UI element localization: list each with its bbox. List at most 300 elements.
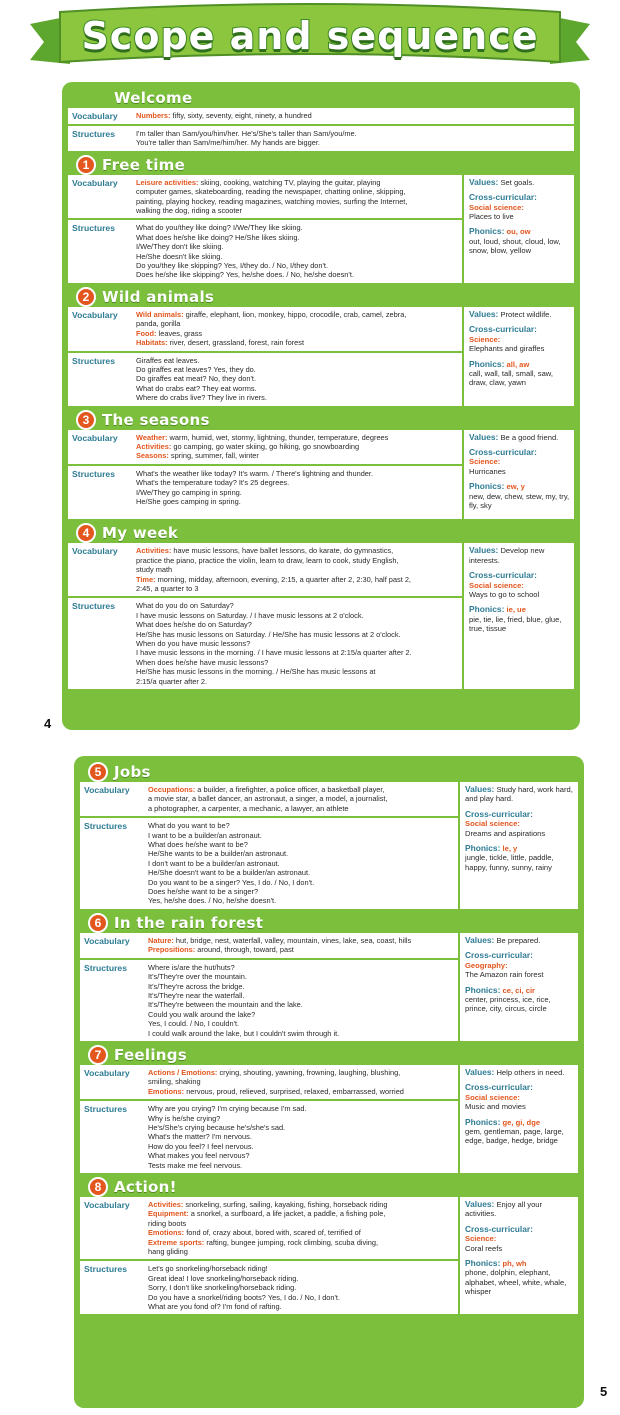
vocab-key: Numbers: [136,111,171,120]
structures-label: Structures [84,1264,127,1275]
structures-content [136,601,458,686]
structure-line: What's the matter? I'm nervous. [148,1132,252,1142]
vocab-text: practice the piano, practice the violin, learn to draw, learn to cook, study English, [136,555,399,565]
unit-title: Free time [102,155,186,174]
vocab-text: nervous, proud, relieved, surprised, relaxed, embarrassed, worried [184,1086,404,1096]
structures-row [68,124,574,151]
vocabulary-content [136,178,458,216]
vocabulary-label: Vocabulary [72,177,118,188]
structure-line: He/She goes camping in spring. [136,496,241,506]
values-text: Be prepared. [496,935,541,945]
page-number-left: 4 [44,716,52,731]
structures-content [136,469,458,507]
phonics-label: Phonics: [465,1116,501,1127]
units-list-right [80,762,578,1314]
phonics-words: pie, tie, lie, fried, blue, glue, true, tissue [469,614,562,634]
values-column [458,782,578,909]
cross-curricular-block [465,951,574,979]
structure-line: I want to be a builder/an astronaut. [148,830,262,840]
vocab-line [148,1219,454,1228]
structure-line: Does he/she like skipping? Yes, he/she does. / No, he/she doesn't. [136,270,354,280]
structure-line: Giraffes eat leaves. [136,355,200,365]
structures-content [136,356,458,403]
vocabulary-label: Vocabulary [72,546,118,557]
vocab-text: walking the dog, riding a scooter [136,206,242,216]
vocab-line [148,785,454,794]
vocab-text: fond of, crazy about, bored with, scared of, terrified of [184,1228,361,1238]
phonics-words: jungle, tickle, little, paddle, happy, funny, sunny, rainy [465,853,554,872]
phonics-block [469,360,570,388]
unit-2 [68,287,574,406]
vocabulary-label: Vocabulary [84,1067,130,1078]
unit-body [68,430,574,520]
cross-topic: Places to live [469,212,514,222]
unit-title: Jobs [114,763,151,781]
vocabulary-row [68,430,462,464]
unit-number-badge: 5 [88,762,108,782]
structure-line: Do giraffes eat leaves? Yes, they do. [136,364,256,374]
cross-curricular-block [469,325,570,353]
structure-line: What does he/she want to be? [148,840,248,850]
unit-body [68,307,574,406]
vocab-line [136,584,458,593]
vocab-line [148,1200,454,1209]
vocab-line [136,310,458,319]
structure-line: Sorry, I don't like snorkeling/horseback riding. [148,1283,297,1293]
vocab-key: Leisure activities: [136,177,199,187]
vocab-text: crying, shouting, yawning, frowning, laughing, blushing, [217,1067,401,1077]
values-text: Study hard, work hard, and play hard. [465,785,573,804]
vocabulary-row [68,543,462,596]
cross-curricular-block [465,1083,574,1111]
structure-line: He/She wants to be a builder/an astronaut. [148,849,289,859]
structures-row [68,596,462,689]
cross-subject: Geography: [465,960,508,970]
structure-line: What's the temperature today? It's 25 degrees. [136,478,290,488]
vocab-line [148,936,454,945]
structure-line: What does he/she like doing? He/She likes skiing. [136,232,300,242]
values-block [469,178,570,187]
cross-curricular-label: Cross-curricular: [469,570,537,581]
unit-4 [68,523,574,689]
structure-line: Do giraffes eat meat? No, they don't. [136,374,257,384]
unit-1 [68,155,574,283]
vocabulary-content [136,433,458,461]
phonics-block [469,227,570,255]
unit-body [68,543,574,689]
vocab-line [148,1209,454,1218]
unit-8 [80,1177,578,1314]
vocab-line [148,1068,454,1077]
scope-panel-page4 [62,82,580,730]
structure-line: What's the weather like today? It's warm. / There's lightning and thunder. [136,468,374,478]
vocabulary-label: Vocabulary [84,935,130,946]
phonics-sounds: ph, wh [502,1259,527,1269]
unit-header [68,287,574,307]
values-text: Develop new interests. [469,546,545,565]
phonics-words: new, dew, chew, stew, my, try, fly, sky [469,491,570,510]
vocab-text: giraffe, elephant, lion, monkey, hippo, crocodile, crab, camel, zebra, [183,309,407,319]
vocab-line [136,451,458,460]
values-column [458,1065,578,1173]
structure-line: Let's go snorkeling/horseback riding! [148,1264,268,1274]
vocabulary-row [68,108,574,124]
structures-label: Structures [84,962,127,973]
structure-line: Do you want to be a singer? Yes, I do. / No, I don't. [148,877,315,887]
unit-number-badge: 3 [76,410,96,430]
vocab-key: Nature: [148,935,174,945]
cross-curricular-block [465,1225,574,1253]
scope-panel-page5 [74,756,584,1408]
vocab-key: Extreme sports: [148,1237,205,1247]
phonics-words: phone, dolphin, elephant, alphabet, wheel, white, whale, whisper [465,1268,567,1297]
structures-row [68,464,462,510]
structure-line: What does he/she do on Saturday? [136,620,252,630]
unit-7 [80,1045,578,1173]
structure-line: Tests make me feel nervous. [148,1160,243,1170]
structures-content [148,821,454,906]
unit-title: Wild animals [102,287,215,306]
vocab-text: fifty, sixty, seventy, eight, ninety, a hundred [170,111,312,120]
vocab-key: Activities: [136,546,172,556]
cross-curricular-label: Cross-curricular: [469,192,537,203]
structure-line: Why are you crying? I'm crying because I'm sad. [148,1104,307,1114]
structure-line: I have music lessons in the morning. / I have music lessons at 2:15/a quarter after 2. [136,648,412,658]
cross-subject: Social science: [469,580,524,590]
structure-line: He's/She's crying because he's/she's sad. [148,1122,286,1132]
vocabulary-label: Vocabulary [84,785,130,795]
unit-number-badge: 4 [76,523,96,543]
values-label: Values: [465,1066,495,1077]
unit-title: In the rain forest [114,913,264,932]
vocabulary-content [148,1200,454,1256]
vocab-text: 2:45, a quarter to 3 [136,584,199,593]
cross-topic: Dreams and aspirations [465,828,546,838]
phonics-block [469,605,570,633]
phonics-label: Phonics: [465,984,501,995]
vocab-text: leaves, grass [156,328,203,338]
phonics-block [465,844,574,872]
phonics-label: Phonics: [469,481,505,492]
vocab-key: Occupations: [148,785,196,794]
structures-row [80,958,458,1041]
phonics-label: Phonics: [469,604,505,615]
values-label: Values: [465,1199,495,1209]
title-banner [30,2,590,72]
vocab-text: go camping, go water skiing, go hiking, go snowboarding [171,441,360,451]
vocabulary-label: Vocabulary [72,111,118,121]
structure-line: He/She has music lessons on Saturday. / He/She has music lessons at 2 o'clock. [136,629,401,639]
values-text: Be a good friend. [500,432,559,442]
structure-line: What makes you feel nervous? [148,1151,250,1161]
vocabulary-row [80,782,458,816]
structure-line: He/She has music lessons in the morning. / He/She has music lessons at [136,667,376,677]
values-label: Values: [465,784,495,794]
unit-header [68,155,574,175]
vocab-text: morning, midday, afternoon, evening, 2:15, a quarter after 2, 2:30, half past 2, [155,574,411,584]
unit-header [80,762,578,782]
structure-line: He/She doesn't want to be a builder/an astronaut. [148,868,311,878]
vocab-text: panda, gorilla [136,319,181,329]
phonics-sounds: ce, ci, cir [502,985,536,995]
structure-line: What do you want to be? [148,821,230,831]
vocab-text: snorkeling, surfing, sailing, kayaking, fishing, horseback riding [183,1200,388,1209]
values-label: Values: [465,934,495,945]
cross-topic: The Amazon rain forest [465,970,544,980]
cross-curricular-block [469,448,570,476]
structure-line: What do you/they like doing? I/We/They like skiing. [136,223,303,233]
cross-subject: Social science: [465,1092,520,1102]
vocab-text: riding boots [148,1218,187,1228]
structure-line: Could you walk around the lake? [148,1009,256,1019]
vocab-key: Seasons: [136,451,169,461]
structures-label: Structures [72,129,115,139]
values-column [458,933,578,1041]
unit-title: The seasons [102,410,210,429]
vocab-line [148,1228,454,1237]
units-list-left [68,155,574,689]
vocab-line [148,804,454,813]
unit-header [80,1045,578,1065]
page-title: Scope and sequence [81,14,539,58]
cross-curricular-label: Cross-curricular: [465,1223,533,1234]
phonics-sounds: le, y [502,844,518,854]
structure-line: I don't want to be a builder/an astronaut. [148,858,280,868]
vocabulary-content [136,546,458,593]
cross-curricular-label: Cross-curricular: [469,446,537,457]
structures-label: Structures [72,468,115,479]
vocabulary-label: Vocabulary [84,1200,130,1210]
structure-line: What are you fond of? I'm fond of rafting. [148,1302,282,1312]
structure-line: What do you do on Saturday? [136,601,234,611]
cross-topic: Music and movies [465,1102,526,1112]
values-block [465,785,574,804]
structure-line: Why is he/she crying? [148,1113,221,1123]
cross-curricular-block [469,571,570,599]
unit-6 [80,913,578,1041]
structures-row [68,218,462,282]
vocab-key: Time: [136,574,156,584]
unit-number-badge: 7 [88,1045,108,1065]
structures-row [80,1099,458,1173]
unit-body [68,108,574,151]
vocab-text: a builder, a firefighter, a police officer, a basketball player, [195,785,385,794]
cross-curricular-label: Cross-curricular: [465,950,533,961]
values-column [462,307,574,406]
vocabulary-label: Vocabulary [72,309,118,320]
unit-title: My week [102,524,179,543]
structure-line: Yes, I could. / No, I couldn't. [148,1019,240,1029]
structures-label: Structures [72,355,115,366]
vocabulary-row [68,175,462,219]
vocab-text: rafting, bungee jumping, rock climbing, scuba diving, [204,1237,379,1247]
unit-body [80,1065,578,1173]
structure-line: It's/They're over the mountain. [148,972,247,982]
vocab-text: hut, bridge, nest, waterfall, valley, mountain, vines, lake, sea, coast, hills [173,935,412,945]
vocab-text: study math [136,565,173,575]
cross-topic: Ways to go to school [469,590,540,599]
phonics-label: Phonics: [465,1258,501,1269]
values-block [469,546,570,565]
vocab-line [136,442,458,451]
structure-line: You're taller than Sam/me/him/her. My hands are bigger. [136,138,320,148]
unit-5 [80,762,578,909]
structure-line: Yes, he/she does. / No, he/she doesn't. [148,896,277,906]
cross-subject: Science: [465,1234,497,1244]
vocab-text: river, desert, grassland, forest, rain forest [167,338,304,348]
unit-title: Action! [114,1178,177,1196]
vocab-text: spring, summer, fall, winter [168,451,259,461]
structures-content [148,1104,454,1170]
vocab-line [136,546,458,555]
values-text: Help others in need. [496,1067,565,1077]
structure-line: It's/They're across the bridge. [148,981,245,991]
vocab-text: warm, humid, wet, stormy, lightning, thunder, temperature, degrees [167,432,389,442]
structure-line: How do you feel? I feel nervous. [148,1141,254,1151]
phonics-sounds: ie, ue [506,605,526,615]
cross-curricular-label: Cross-curricular: [465,1082,533,1093]
unit-title: Feelings [114,1045,188,1064]
unit-body [80,933,578,1041]
vocab-key: Emotions: [148,1086,185,1096]
structure-line: Where is/are the hut/huts? [148,962,235,972]
values-column [458,1197,578,1314]
vocab-key: Wild animals: [136,309,184,319]
vocab-line [136,575,458,584]
phonics-block [465,1259,574,1297]
structures-row [80,1259,458,1314]
phonics-block [465,986,574,1014]
vocab-text: a snorkel, a surfboard, a life jacket, a paddle, a fishing pole, [188,1209,386,1219]
cross-curricular-label: Cross-curricular: [465,808,533,819]
structure-line: Where do crabs live? They live in rivers. [136,393,267,403]
unit-3 [68,410,574,520]
structures-label: Structures [84,821,127,832]
cross-curricular-label: Cross-curricular: [469,324,537,335]
values-label: Values: [469,545,499,556]
structure-line: I have music lessons on Saturday. / I have music lessons at 2 o'clock. [136,610,364,620]
vocab-key: Emotions: [148,1228,185,1238]
structure-line: Do you have a snorkel/riding boots? Yes, I do. / No, I don't. [148,1292,341,1302]
vocab-key: Activities: [148,1200,184,1209]
vocab-line [148,1077,454,1086]
unit-number-badge: 6 [88,913,108,933]
phonics-words: call, wall, tall, small, saw, draw, claw, yawn [469,368,553,388]
vocab-text: hang gliding [148,1247,188,1257]
vocabulary-row [80,1065,458,1099]
vocab-key: Prepositions: [148,945,196,955]
phonics-sounds: all, aw [506,359,530,369]
vocabulary-content [148,785,454,813]
vocab-line [148,945,454,954]
cross-curricular-block [469,193,570,221]
phonics-words: center, princess, ice, rice, prince, city, circus, circle [465,994,551,1014]
unit-header [80,913,578,933]
phonics-words: out, loud, shout, cloud, low, snow, blow, yellow [469,236,561,256]
vocab-text: smiling, shaking [148,1077,201,1087]
values-label: Values: [469,176,499,187]
vocab-line [136,565,458,574]
structures-content [148,963,454,1038]
unit-header [68,88,574,108]
unit-welcome [68,88,574,151]
unit-title: Welcome [114,89,193,107]
vocabulary-row [68,307,462,351]
vocab-text: have music lessons, have ballet lessons, do karate, do gymnastics, [171,546,394,556]
vocabulary-content [148,936,454,955]
unit-header [68,523,574,543]
values-block [465,1200,574,1219]
vocab-text: painting, playing hockey, reading magazines, watching movies, surfing the Internet, [136,196,408,206]
vocab-line [136,433,458,442]
values-column [462,175,574,283]
vocabulary-content [148,1068,454,1096]
phonics-block [465,1118,574,1146]
structures-row [80,816,458,909]
structure-line: Does he/she want to be a singer? [148,887,259,897]
unit-header [68,410,574,430]
unit-number-badge: 8 [88,1177,108,1197]
vocab-line [148,1247,454,1256]
vocab-line [136,319,458,328]
values-block [465,1068,574,1077]
vocab-line [136,187,458,196]
structure-line: He/She doesn't like skiing. [136,251,223,261]
structures-label: Structures [84,1104,127,1115]
values-block [465,936,574,945]
vocabulary-row [80,1197,458,1259]
structures-label: Structures [72,601,115,612]
values-label: Values: [469,308,499,319]
vocab-key: Actions / Emotions: [148,1067,218,1077]
structure-line: I could walk around the lake, but I couldn't swim through it. [148,1028,340,1038]
values-text: Set goals. [500,177,535,187]
phonics-sounds: ge, gi, dge [502,1117,541,1127]
cross-subject: Social science: [469,202,524,212]
values-block [469,310,570,319]
vocab-line [148,1087,454,1096]
vocabulary-content [136,310,458,348]
values-text: Protect wildlife. [500,309,552,319]
phonics-label: Phonics: [465,843,501,854]
vocab-line [136,178,458,187]
vocabulary-label: Vocabulary [72,432,118,443]
unit-body [68,175,574,283]
vocab-text: skiing, cooking, watching TV, playing the guitar, playing [198,177,381,187]
structure-line: It's/They're near the waterfall. [148,990,245,1000]
structure-line: Do you/they like skipping? Yes, I/they do. / No, I/they don't. [136,261,329,271]
cross-topic: Hurricanes [469,466,506,476]
values-column [462,543,574,689]
vocab-line [136,329,458,338]
vocab-line [136,197,458,206]
cross-subject: Social science: [465,819,520,829]
structures-content [148,1264,454,1311]
structure-line: 2:15/a quarter after 2. [136,676,208,686]
vocab-key: Habitats: [136,338,168,348]
structures-content [136,223,458,279]
unit-header [80,1177,578,1197]
structure-line: When do you have music lessons? [136,639,251,649]
vocab-text: around, through, toward, past [195,945,294,955]
unit-number-badge: 2 [76,287,96,307]
structure-line: When does he/she have music lessons? [136,657,269,667]
vocab-text: computer games, skateboarding, reading the newspaper, chatting online, skipping, [136,187,406,197]
vocab-key: Equipment: [148,1209,189,1219]
values-text: Enjoy all your activities. [465,1200,543,1219]
vocab-key: Activities: [136,441,172,451]
structure-line: What do crabs eat? They eat worms. [136,383,257,393]
